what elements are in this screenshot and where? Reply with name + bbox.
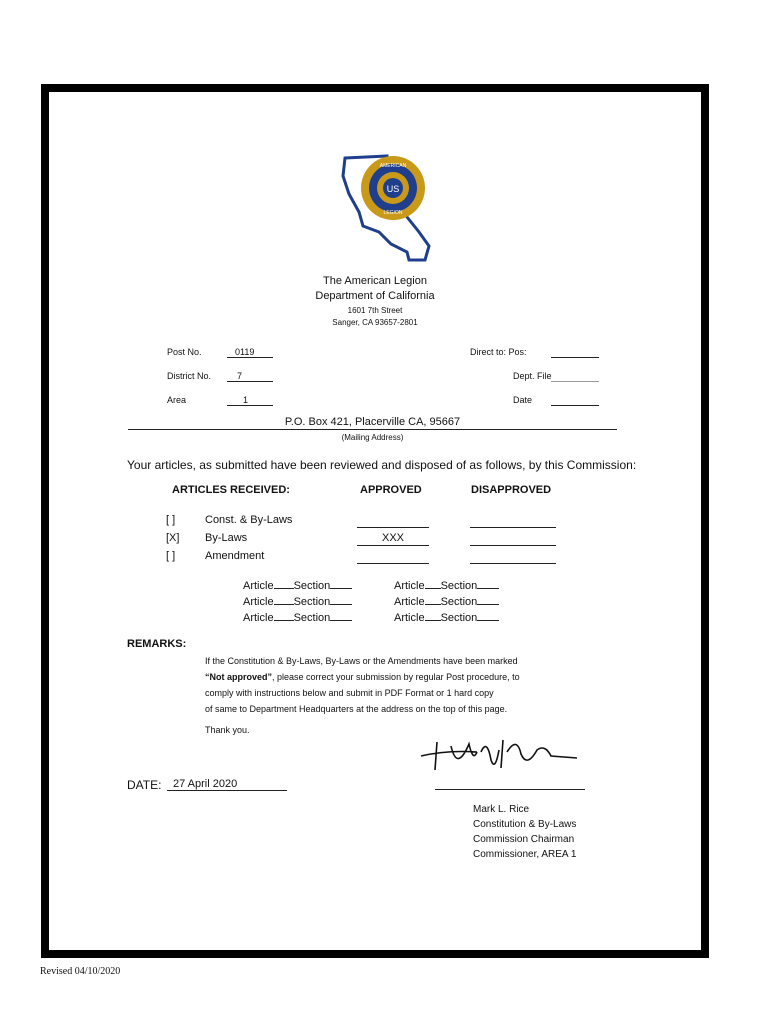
row-amendment-disapproved[interactable] <box>470 563 556 564</box>
american-legion-logo <box>335 148 445 268</box>
approved-header: APPROVED <box>360 484 422 496</box>
post-field[interactable] <box>227 347 273 358</box>
article-section-row[interactable] <box>394 612 499 624</box>
dept-name: Department of California <box>315 290 435 302</box>
post-value: 0119 <box>235 347 255 357</box>
received-header: ARTICLES RECEIVED: <box>172 484 290 496</box>
row-bylaws-disapproved[interactable] <box>470 545 556 546</box>
direct-to-label: Direct to: Pos: <box>470 347 527 357</box>
date-value: 27 April 2020 <box>173 778 238 790</box>
article-section-row[interactable] <box>243 596 352 608</box>
section-word: Section <box>293 596 331 608</box>
row-amendment-mark[interactable]: [ ] <box>166 550 176 562</box>
article-word: Article <box>243 580 274 592</box>
district-value: 7 <box>237 371 243 381</box>
signature-line <box>435 789 585 790</box>
mailing-address: P.O. Box 421, Placerville CA, 95667 <box>284 416 461 428</box>
district-field[interactable] <box>227 371 273 382</box>
city-address: Sanger, CA 93657-2801 <box>332 318 418 327</box>
article-section-row[interactable] <box>243 580 352 592</box>
remarks-line2 <box>205 672 520 682</box>
row-bylaws-approved[interactable]: XXX <box>357 532 429 546</box>
area-value: 1 <box>243 395 249 405</box>
dept-file-field[interactable] <box>551 381 599 382</box>
row-const-disapproved[interactable] <box>470 527 556 528</box>
org-name: The American Legion <box>323 275 427 287</box>
direct-to-field[interactable] <box>551 357 599 358</box>
logo-bottom-text: LEGION <box>383 210 403 216</box>
date-label-bottom: DATE: <box>127 778 162 792</box>
district-label: District No. <box>167 371 212 381</box>
revised-date: Revised 04/10/2020 <box>40 966 121 977</box>
row-amendment-approved[interactable] <box>357 550 429 564</box>
disapproved-header: DISAPPROVED <box>471 484 552 496</box>
article-word: Article <box>243 612 274 624</box>
date-value-field[interactable] <box>167 778 287 791</box>
remarks-line4: of same to Department Headquarters at the address on the top of this page. <box>205 704 508 714</box>
row-bylaws-label: By-Laws <box>205 532 248 544</box>
remarks-line2-rest: , please correct your submission by regular Post procedure, to <box>272 672 520 682</box>
logo-top-text: AMERICAN <box>379 163 407 169</box>
not-approved-text: “Not approved” <box>205 672 273 682</box>
dept-file-label: Dept. File <box>513 371 552 381</box>
article-word: Article <box>394 580 425 592</box>
row-const-label: Const. & By-Laws <box>205 514 293 526</box>
remarks-label: REMARKS: <box>127 638 187 650</box>
article-word: Article <box>243 596 274 608</box>
section-word: Section <box>440 612 478 624</box>
signer-title-1: Constitution & By-Laws <box>473 819 577 830</box>
mailing-caption: (Mailing Address) <box>341 433 404 442</box>
section-word: Section <box>440 596 478 608</box>
intro-text: Your articles, as submitted have been reviewed and disposed of as follows, by this Commission: <box>127 458 637 472</box>
remarks-line3: comply with instructions below and submit in PDF Format or 1 hard copy <box>205 688 494 698</box>
article-section-row[interactable] <box>394 596 499 608</box>
remarks-line1: If the Constitution & By-Laws, By-Laws or the Amendments have been marked <box>205 656 518 666</box>
article-word: Article <box>394 596 425 608</box>
logo-center-text: US <box>386 184 400 194</box>
section-word: Section <box>440 580 478 592</box>
article-word: Article <box>394 612 425 624</box>
thank-you: Thank you. <box>205 725 250 735</box>
document-frame <box>41 84 709 958</box>
section-word: Section <box>293 580 331 592</box>
signature <box>417 732 587 780</box>
street-address: 1601 7th Street <box>347 306 403 315</box>
date-field[interactable] <box>551 405 599 406</box>
row-const-mark[interactable]: [ ] <box>166 514 176 526</box>
section-word: Section <box>293 612 331 624</box>
area-field[interactable] <box>227 395 273 406</box>
signer-title-3: Commissioner, AREA 1 <box>473 849 577 860</box>
row-const-approved[interactable] <box>357 514 429 528</box>
row-amendment-label: Amendment <box>205 550 265 562</box>
signer-name: Mark L. Rice <box>473 804 530 815</box>
row-bylaws-mark[interactable]: [X] <box>166 532 180 544</box>
article-section-row[interactable] <box>394 580 499 592</box>
signer-title-2: Commission Chairman <box>473 834 575 845</box>
article-section-row[interactable] <box>243 612 352 624</box>
mailing-rule <box>128 429 617 430</box>
post-label: Post No. <box>167 347 202 357</box>
date-label: Date <box>513 395 533 405</box>
area-label: Area <box>167 395 187 405</box>
